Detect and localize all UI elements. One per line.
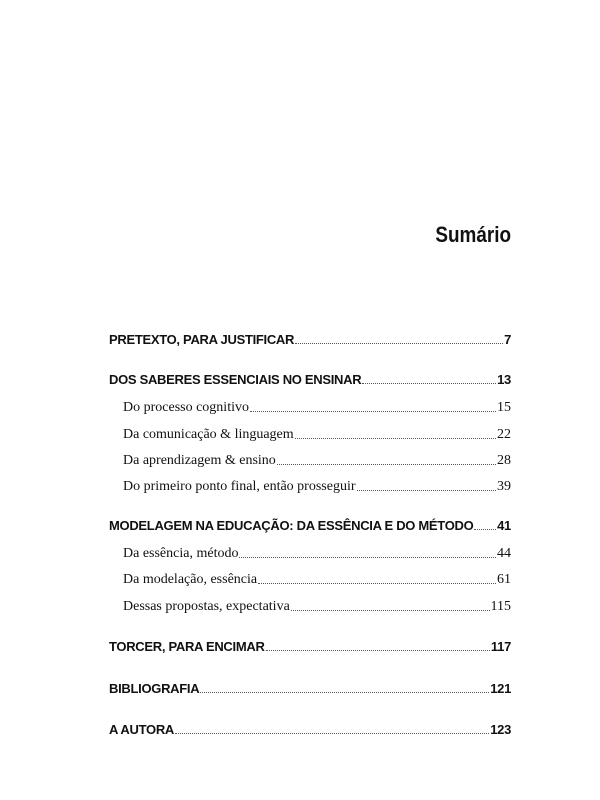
- toc-entry-modelagem[interactable]: [109, 514, 511, 534]
- toc-entry-a-autora[interactable]: [109, 718, 511, 738]
- toc-entry-page: 7: [504, 332, 511, 347]
- toc-entry-aprendizagem[interactable]: [123, 449, 511, 469]
- toc-entry-page: 41: [497, 518, 511, 533]
- toc-entry-page: 39: [497, 479, 511, 494]
- toc-entry-label: Do processo cognitivo: [123, 400, 249, 415]
- toc-entry-essencia-metodo[interactable]: [123, 542, 511, 562]
- toc-entry-page: 15: [497, 400, 511, 415]
- toc-entry-page: 28: [497, 453, 511, 468]
- toc-entry-page: 44: [497, 546, 511, 561]
- dot-leader: [239, 557, 496, 558]
- toc-entry-label: A AUTORA: [109, 722, 175, 737]
- dot-leader: [291, 610, 490, 611]
- dot-leader: [258, 583, 496, 584]
- dot-leader: [362, 383, 496, 384]
- dot-leader: [357, 490, 496, 491]
- page-title: Sumário: [435, 222, 511, 247]
- dot-leader: [277, 464, 496, 465]
- toc-entry-page: 61: [497, 572, 511, 587]
- toc-entry-page: 117: [490, 639, 511, 654]
- dot-leader: [250, 411, 496, 412]
- toc-entry-page: 123: [490, 722, 511, 737]
- toc-entry-label: MODELAGEM NA EDUCAÇÃO: DA ESSÊNCIA E DO MÉTODO: [109, 518, 474, 533]
- toc-entry-page: 13: [497, 372, 511, 387]
- toc-entry-torcer[interactable]: [109, 635, 511, 655]
- dot-leader: [295, 343, 503, 344]
- toc-entry-page: 121: [490, 681, 511, 696]
- toc-entry-label: Da modelação, essência: [123, 572, 258, 587]
- toc-entry-label: Do primeiro ponto final, então prosseguir: [123, 479, 356, 494]
- toc-entry-primeiro-ponto-final[interactable]: [123, 475, 511, 495]
- toc-entry-label: PRETEXTO, PARA JUSTIFICAR: [109, 332, 295, 347]
- toc-entry-label: Dessas propostas, expectativa: [123, 599, 290, 614]
- toc-entry-processo-cognitivo[interactable]: [123, 396, 511, 416]
- toc-entry-label: Da comunicação & linguagem: [123, 427, 294, 442]
- toc-entry-label: TORCER, PARA ENCIMAR: [109, 639, 265, 654]
- dot-leader: [200, 692, 489, 693]
- toc-entry-page: 115: [490, 599, 511, 614]
- toc-entry-bibliografia[interactable]: [109, 677, 511, 697]
- toc-entry-label: DOS SABERES ESSENCIAIS NO ENSINAR: [109, 372, 362, 387]
- toc-entry-saberes[interactable]: [109, 368, 511, 388]
- dot-leader: [295, 438, 496, 439]
- toc-entry-page: 22: [497, 427, 511, 442]
- toc-entry-pretexto[interactable]: [109, 328, 511, 348]
- toc-entry-comunicacao[interactable]: [123, 423, 511, 443]
- toc-entry-label: BIBLIOGRAFIA: [109, 681, 200, 696]
- toc-entry-propostas-expectativa[interactable]: [123, 595, 511, 615]
- toc-entry-modelacao-essencia[interactable]: [123, 568, 511, 588]
- dot-leader: [474, 529, 496, 530]
- dot-leader: [266, 650, 490, 651]
- toc-entry-label: Da essência, método: [123, 546, 239, 561]
- dot-leader: [175, 733, 489, 734]
- toc-entry-label: Da aprendizagem & ensino: [123, 453, 276, 468]
